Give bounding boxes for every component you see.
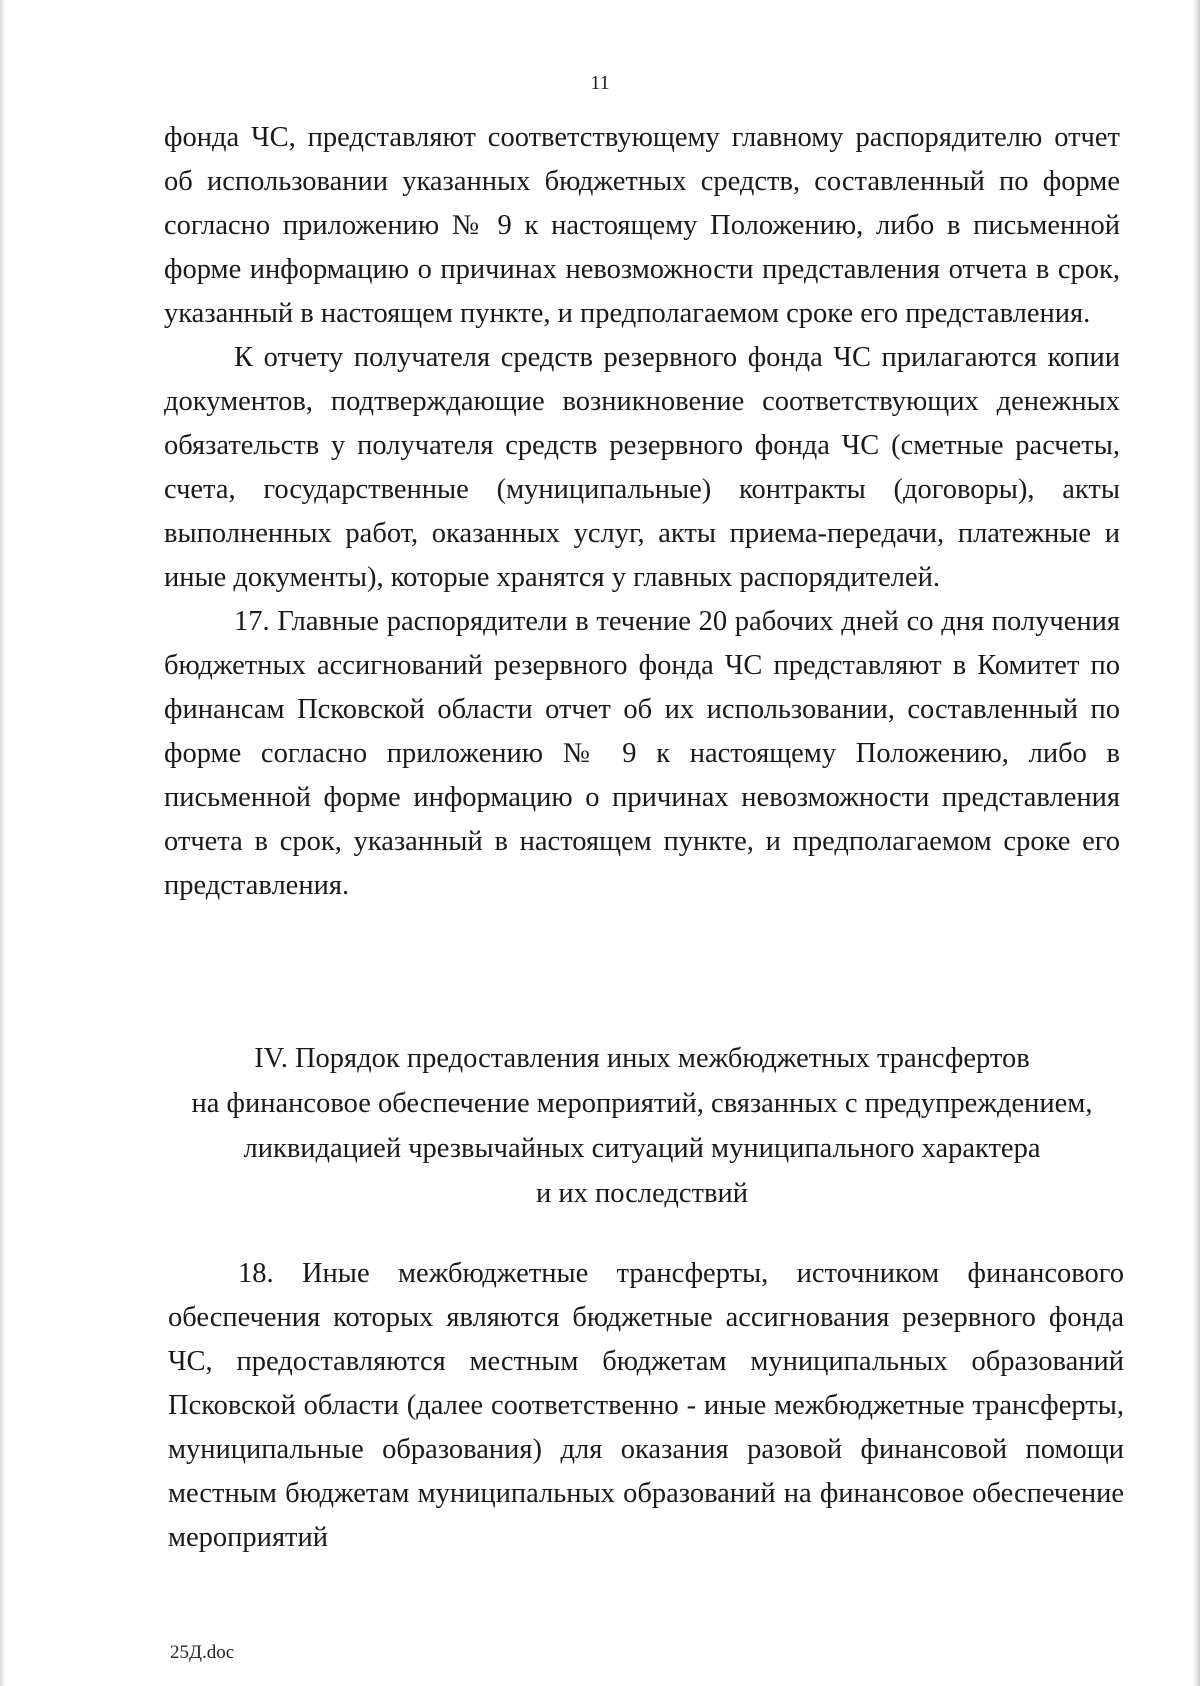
section-heading	[150, 1036, 1134, 1216]
scan-edge-left	[0, 0, 6, 1686]
paragraph-report-attachments: К отчету получателя средств резервного фонда ЧС прилагаются копии документов, подтверждающие возникновение соответствующих денежных обязательств у получателя средств резервного фонда ЧС (сметные расчеты, счета, государственные (муниципальные) контракты (договоры), акты выполненных работ, оказанных услуг, акты приема-передачи, платежные и иные документы), которые хранятся у главных распорядителей.	[164, 342, 1120, 593]
section-heading-line-2: на финансовое обеспечение мероприятий, связанных с предупреждением,	[191, 1088, 1093, 1119]
paragraph-item-18: 18. Иные межбюджетные трансферты, источником финансового обеспечения которых являются бюджетные ассигнования резервного фонда ЧС, предоставляются местным бюджетам муниципальных образований Псковской области (далее соответственно - иные межбюджетные трансферты, муниципальные образования) для оказания разовой финансовой помощи местным бюджетам муниципальных образований на финансовое обеспечение мероприятий	[168, 1258, 1124, 1553]
body-text-top	[164, 116, 1120, 908]
footer-filename: 25Д.doc	[170, 1642, 235, 1663]
paragraph-continuation: фонда ЧС, представляют соответствующему главному распорядителю отчет об использовании указанных бюджетных средств, составленный по форме согласно приложению № 9 к настоящему Положению, либо в письменной форме информацию о причинах невозможности представления отчета в срок, указанный в настоящем пункте, и предполагаемом сроке его представления.	[164, 122, 1120, 329]
body-text-bottom	[168, 1252, 1124, 1560]
paragraph-item-17: 17. Главные распорядители в течение 20 рабочих дней со дня получения бюджетных ассигнований резервного фонда ЧС представляют в Комитет по финансам Псковской области отчет об их использовании, составленный по форме согласно приложению № 9 к настоящему Положению, либо в письменной форме информацию о причинах невозможности представления отчета в срок, указанный в настоящем пункте, и предполагаемом сроке его представления.	[164, 606, 1120, 901]
section-heading-line-1: IV. Порядок предоставления иных межбюджетных трансфертов	[254, 1043, 1030, 1074]
page-number: 11	[590, 72, 610, 94]
scan-edge-right	[1192, 0, 1200, 1686]
section-heading-line-3: ликвидацией чрезвычайных ситуаций муниципального характера	[243, 1133, 1041, 1164]
section-heading-line-4: и их последствий	[536, 1178, 748, 1209]
